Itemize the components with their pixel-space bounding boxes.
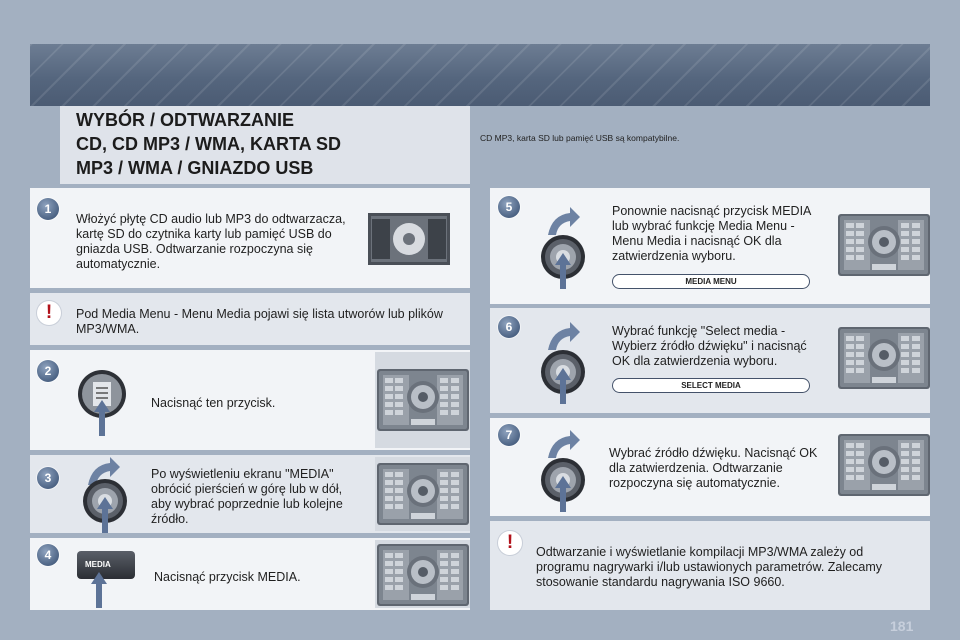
select-media-label: SELECT MEDIA [612, 378, 810, 393]
note-2-text: Odtwarzanie i wyświetlanie kompilacji MP3/WMA zależy od programu nagrywarki i/lub ustawionych parametrów. Zalecamy stosowanie standardu nagrywania ISO 9660. [536, 545, 882, 589]
header-band [30, 44, 930, 106]
step-2-badge: 2 [37, 360, 59, 382]
page-title-line-2: CD, CD MP3 / WMA, KARTA SD [76, 134, 341, 154]
warning-icon: ! [498, 531, 522, 555]
step-3-text: Po wyświetleniu ekranu "MEDIA" obrócić pierścień w górę lub w dół, aby wybrać poprzednie lub kolejne źródło. [151, 467, 343, 526]
step-5-badge: 5 [498, 196, 520, 218]
compatibility-note: CD MP3, karta SD lub pamięć USB są kompatybilne. [480, 133, 680, 143]
warning-icon: ! [37, 301, 61, 325]
step-4-text: Nacisnąć przycisk MEDIA. [154, 570, 301, 584]
media-key-icon: MEDIA [77, 551, 135, 579]
step-7-badge: 7 [498, 424, 520, 446]
step-5-text: Ponownie nacisnąć przycisk MEDIA lub wybrać funkcję Media Menu - Menu Media i nacisnąć OK dla zatwierdzenia wyboru. [612, 204, 811, 263]
radio-front-illustration [368, 213, 450, 265]
step-7-text: Wybrać źródło dźwięku. Nacisnąć OK dla zatwierdzenia. Odtwarzanie rozpoczyna się automatycznie. [609, 446, 818, 490]
step-1-text: Włożyć płytę CD audio lub MP3 do odtwarzacza, kartę SD do czytnika karty lub pamięć USB do gniazda USB. Odtwarzanie rozpoczyna się automatycznie. [76, 212, 346, 271]
console-illustration [377, 544, 469, 606]
console-illustration [838, 214, 930, 276]
rotary-ok-icon [538, 205, 590, 291]
step-6-badge: 6 [498, 316, 520, 338]
rotary-ring-icon [80, 455, 130, 535]
note-1-text: Pod Media Menu - Menu Media pojawi się lista utworów lub plików MP3/WMA. [76, 307, 443, 336]
page-number: 181 [890, 618, 914, 634]
up-arrow-icon [89, 572, 109, 610]
media-list-button-icon [77, 368, 127, 438]
rotary-ok-icon [538, 428, 590, 514]
rotary-ok-icon [538, 320, 590, 406]
console-illustration [377, 369, 469, 431]
step-3-badge: 3 [37, 467, 59, 489]
page-title-line-3: MP3 / WMA / GNIAZDO USB [76, 158, 314, 178]
console-illustration [377, 463, 469, 525]
page-title-line-1: WYBÓR / ODTWARZANIE [76, 110, 294, 130]
step-4-badge: 4 [37, 544, 59, 566]
console-illustration [838, 327, 930, 389]
step-2-text: Nacisnąć ten przycisk. [151, 396, 276, 410]
media-menu-label: MEDIA MENU [612, 274, 810, 289]
step-1-badge: 1 [37, 198, 59, 220]
console-illustration [838, 434, 930, 496]
step-6-text: Wybrać funkcję "Select media - Wybierz źródło dźwięku" i nacisnąć OK dla zatwierdzenia wyboru. [612, 324, 807, 368]
